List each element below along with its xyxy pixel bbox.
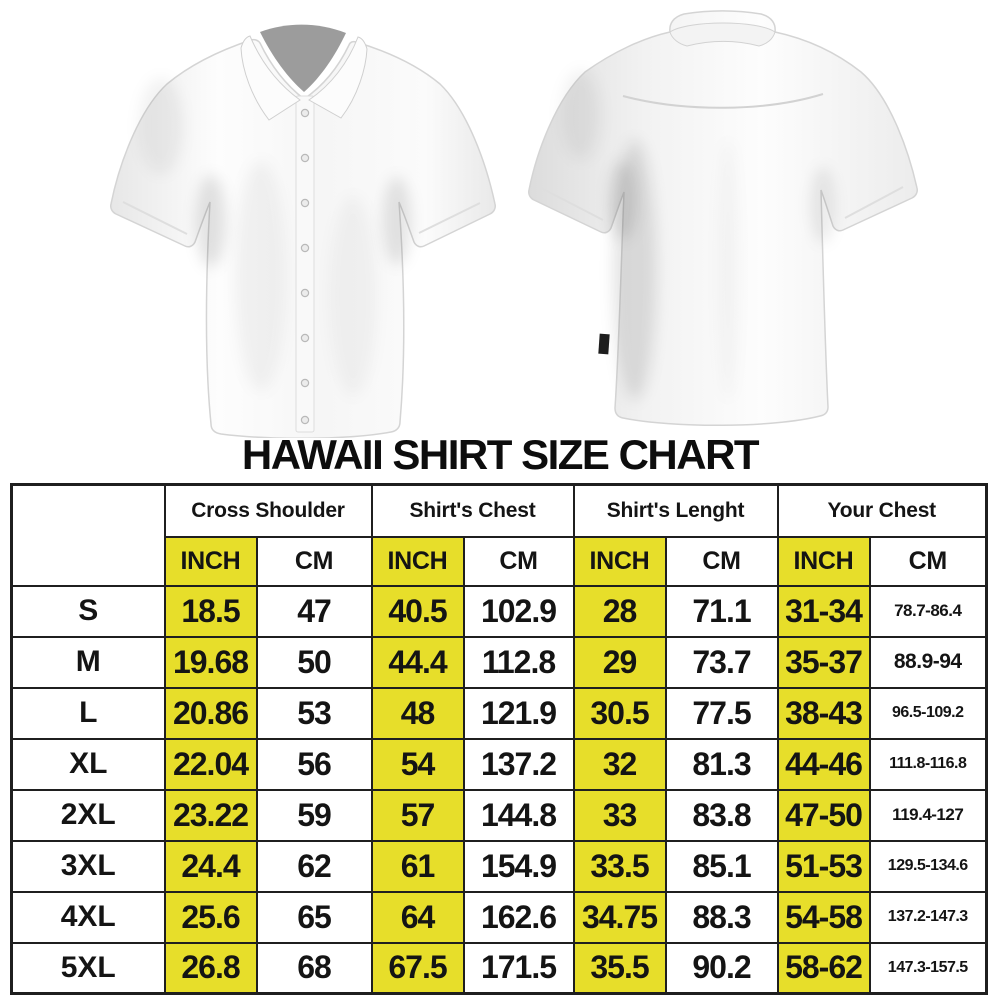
inch-value: 18.5 (165, 586, 257, 637)
size-chart-table (10, 483, 988, 995)
shirt-images (0, 0, 1000, 440)
inch-value: 40.5 (372, 586, 464, 637)
size-label: XL (12, 739, 165, 790)
page-title: HAWAII SHIRT SIZE CHART (241, 431, 759, 478)
inch-value: 57 (372, 790, 464, 841)
cm-value: 147.3-157.5 (870, 943, 987, 994)
cm-value: 154.9 (464, 841, 574, 892)
group-header-shirts-length: Shirt's Lenght (574, 485, 778, 537)
unit-header-inch: INCH (778, 537, 870, 586)
cm-value: 121.9 (464, 688, 574, 739)
shirt-tag (598, 334, 609, 355)
table-body (12, 586, 987, 994)
inch-value: 25.6 (165, 892, 257, 943)
cm-value: 85.1 (666, 841, 778, 892)
cm-value: 171.5 (464, 943, 574, 994)
cm-value: 56 (257, 739, 372, 790)
inch-value: 32 (574, 739, 666, 790)
inch-value: 64 (372, 892, 464, 943)
table-row (12, 790, 987, 841)
cm-value: 88.9-94 (870, 637, 987, 688)
inch-value: 38-43 (778, 688, 870, 739)
inch-value: 30.5 (574, 688, 666, 739)
cm-value: 96.5-109.2 (870, 688, 987, 739)
inch-value: 47-50 (778, 790, 870, 841)
inch-value: 26.8 (165, 943, 257, 994)
unit-header-cm: CM (870, 537, 987, 586)
group-header-cross-shoulder: Cross Shoulder (165, 485, 372, 537)
cm-value: 50 (257, 637, 372, 688)
unit-header-inch: INCH (574, 537, 666, 586)
size-label: M (12, 637, 165, 688)
inch-value: 23.22 (165, 790, 257, 841)
cm-value: 137.2 (464, 739, 574, 790)
inch-value: 67.5 (372, 943, 464, 994)
size-label: 3XL (12, 841, 165, 892)
table-row (12, 739, 987, 790)
cm-value: 129.5-134.6 (870, 841, 987, 892)
cm-value: 78.7-86.4 (870, 586, 987, 637)
table-row (12, 892, 987, 943)
inch-value: 28 (574, 586, 666, 637)
group-header-shirts-chest: Shirt's Chest (372, 485, 574, 537)
table-row (12, 688, 987, 739)
table-group-header-row (12, 485, 987, 537)
cm-value: 90.2 (666, 943, 778, 994)
cm-value: 71.1 (666, 586, 778, 637)
cm-value: 77.5 (666, 688, 778, 739)
cm-value: 88.3 (666, 892, 778, 943)
inch-value: 44.4 (372, 637, 464, 688)
inch-value: 31-34 (778, 586, 870, 637)
cm-value: 62 (257, 841, 372, 892)
inch-value: 54 (372, 739, 464, 790)
size-label: 2XL (12, 790, 165, 841)
cm-value: 81.3 (666, 739, 778, 790)
size-label: L (12, 688, 165, 739)
inch-value: 33 (574, 790, 666, 841)
cm-value: 53 (257, 688, 372, 739)
inch-value: 34.75 (574, 892, 666, 943)
group-header-your-chest: Your Chest (778, 485, 987, 537)
table-row (12, 943, 987, 994)
cm-value: 162.6 (464, 892, 574, 943)
unit-header-cm: CM (464, 537, 574, 586)
inch-value: 35.5 (574, 943, 666, 994)
cm-value: 137.2-147.3 (870, 892, 987, 943)
cm-value: 119.4-127 (870, 790, 987, 841)
cm-value: 47 (257, 586, 372, 637)
unit-header-inch: INCH (372, 537, 464, 586)
inch-value: 48 (372, 688, 464, 739)
size-label: 4XL (12, 892, 165, 943)
unit-header-cm: CM (257, 537, 372, 586)
inch-value: 29 (574, 637, 666, 688)
size-label: S (12, 586, 165, 637)
inch-value: 19.68 (165, 637, 257, 688)
inch-value: 58-62 (778, 943, 870, 994)
shirt-front-image (103, 6, 500, 438)
inch-value: 24.4 (165, 841, 257, 892)
table-row (12, 637, 987, 688)
unit-header-inch: INCH (165, 537, 257, 586)
inch-value: 35-37 (778, 637, 870, 688)
cm-value: 144.8 (464, 790, 574, 841)
table-row (12, 841, 987, 892)
cm-value: 73.7 (666, 637, 778, 688)
inch-value: 61 (372, 841, 464, 892)
cm-value: 68 (257, 943, 372, 994)
size-column-header (12, 485, 165, 586)
inch-value: 33.5 (574, 841, 666, 892)
inch-value: 51-53 (778, 841, 870, 892)
cm-value: 112.8 (464, 637, 574, 688)
inch-value: 22.04 (165, 739, 257, 790)
unit-header-cm: CM (666, 537, 778, 586)
cm-value: 102.9 (464, 586, 574, 637)
table-row (12, 586, 987, 637)
shirt-back-image (523, 0, 925, 430)
inch-value: 54-58 (778, 892, 870, 943)
cm-value: 65 (257, 892, 372, 943)
inch-value: 44-46 (778, 739, 870, 790)
cm-value: 83.8 (666, 790, 778, 841)
inch-value: 20.86 (165, 688, 257, 739)
cm-value: 59 (257, 790, 372, 841)
size-label: 5XL (12, 943, 165, 994)
cm-value: 111.8-116.8 (870, 739, 987, 790)
